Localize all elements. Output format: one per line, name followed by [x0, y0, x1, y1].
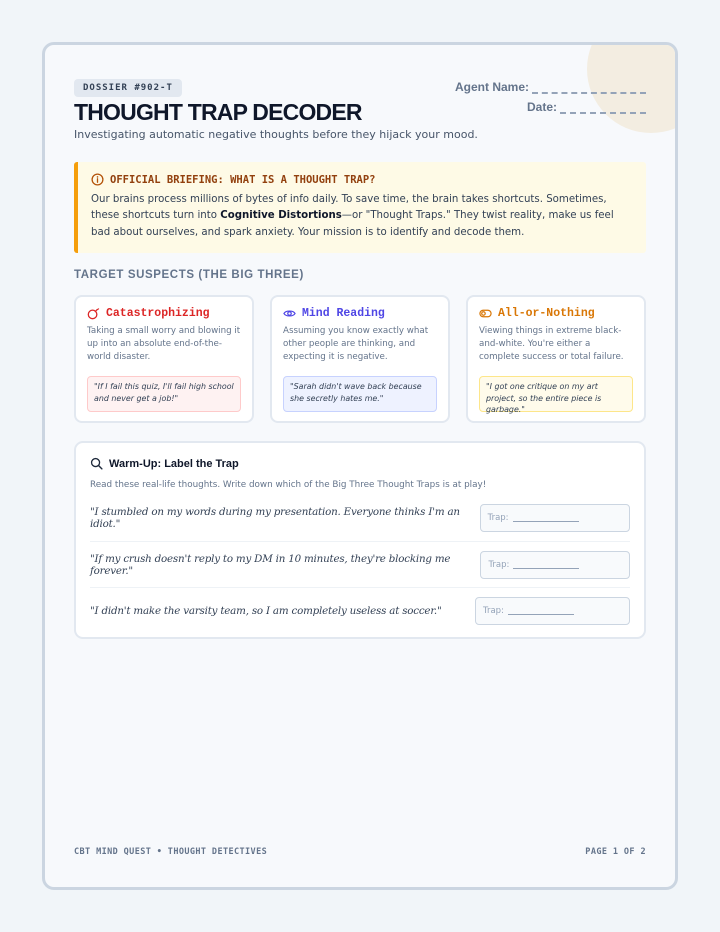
- suspect-name: All-or-Nothing: [498, 307, 595, 320]
- briefing-box: [74, 162, 646, 253]
- thought-text: "If my crush doesn't reply to my DM in 10 minutes, they're blocking me forever.": [90, 552, 451, 577]
- briefing-text-bold: Cognitive Distortions: [220, 210, 342, 222]
- trap-answer-input[interactable]: [480, 504, 630, 532]
- answer-line: [508, 607, 574, 615]
- briefing-text: [91, 192, 634, 241]
- worksheet-page: [42, 42, 678, 890]
- briefing-heading-text: OFFICIAL BRIEFING: WHAT IS A THOUGHT TRAP?: [110, 173, 376, 186]
- suspect-description: Viewing things in extreme black-and-white. You're either a complete success or total failure.: [479, 326, 624, 362]
- warmup-title: Warm-Up: Label the Trap: [109, 457, 239, 470]
- trap-answer-input[interactable]: [475, 597, 630, 625]
- trap-label: Trap:: [483, 605, 504, 616]
- suspect-quote: "If I fail this quiz, I'll fail high school and never get a job!": [87, 376, 241, 412]
- info-icon: [91, 173, 104, 186]
- footer-page-number: PAGE 1 OF 2: [585, 847, 646, 857]
- suspect-card-all-or-nothing: [466, 295, 646, 423]
- answer-line: [513, 514, 579, 522]
- agent-name-line: [455, 74, 646, 94]
- warmup-heading: [90, 457, 239, 470]
- thought-row: [90, 587, 630, 633]
- page-title: THOUGHT TRAP DECODER: [74, 99, 362, 125]
- briefing-text-after: —or "Thought Traps." They twist reality, make us feel bad about ourselves, and spark anxiety. Your mission is to identify and decode them.: [91, 210, 614, 238]
- agent-name-field[interactable]: [532, 82, 646, 94]
- agent-name-label: Agent Name:: [454, 80, 529, 94]
- thought-row: [90, 541, 630, 587]
- suspect-quote: "I got one critique on my art project, so the entire piece is garbage.": [479, 376, 633, 412]
- trap-label: Trap:: [487, 513, 509, 523]
- trap-label: Trap:: [488, 559, 510, 570]
- briefing-heading: [91, 173, 634, 186]
- footer-program-name: CBT MIND QUEST • THOUGHT DETECTIVES: [74, 847, 268, 857]
- suspect-heading: [283, 307, 437, 320]
- suspect-heading: [87, 307, 241, 320]
- magnifier-icon: [90, 457, 103, 470]
- suspect-name: Catastrophizing: [106, 307, 210, 320]
- suspect-quote: "Sarah didn't wave back because she secretly hates me.": [283, 376, 437, 412]
- dossier-badge: DOSSIER #902-T: [74, 79, 182, 97]
- suspect-heading: [479, 307, 633, 320]
- date-label: Date:: [526, 100, 557, 114]
- thought-text: "I didn't make the varsity team, so I am completely useless at soccer.": [90, 604, 442, 617]
- eye-icon: [283, 307, 296, 320]
- date-line: [455, 94, 646, 114]
- date-field[interactable]: [560, 102, 646, 114]
- thought-text: "I stumbled on my words during my presentation. Everyone thinks I'm an idiot.": [90, 506, 460, 530]
- answer-line: [513, 561, 579, 569]
- suspect-name: Mind Reading: [302, 307, 385, 320]
- suspect-description: Taking a small worry and blowing it up into an absolute end-of-the-world disaster.: [87, 326, 241, 362]
- warmup-section: [74, 441, 646, 639]
- briefing-text-before: Our brains process millions of bytes of info daily. To save time, the brain takes shortcuts. Sometimes, these shortcuts turn into: [91, 194, 607, 222]
- toggle-icon: [479, 307, 492, 320]
- bomb-icon: [87, 307, 100, 320]
- warmup-subtitle: Read these real-life thoughts. Write down which of the Big Three Thought Traps is at play!: [90, 480, 487, 490]
- suspect-card-catastrophizing: [74, 295, 254, 423]
- thought-row: [90, 495, 630, 541]
- suspect-card-mind-reading: [270, 295, 450, 423]
- agent-info: [455, 74, 646, 114]
- suspect-description: Assuming you know exactly what other people are thinking, and expecting it is negative.: [283, 326, 429, 362]
- suspects-section-title: TARGET SUSPECTS (THE BIG THREE): [74, 269, 304, 281]
- page-subtitle: Investigating automatic negative thoughts before they hijack your mood.: [74, 128, 478, 141]
- trap-answer-input[interactable]: [480, 551, 630, 579]
